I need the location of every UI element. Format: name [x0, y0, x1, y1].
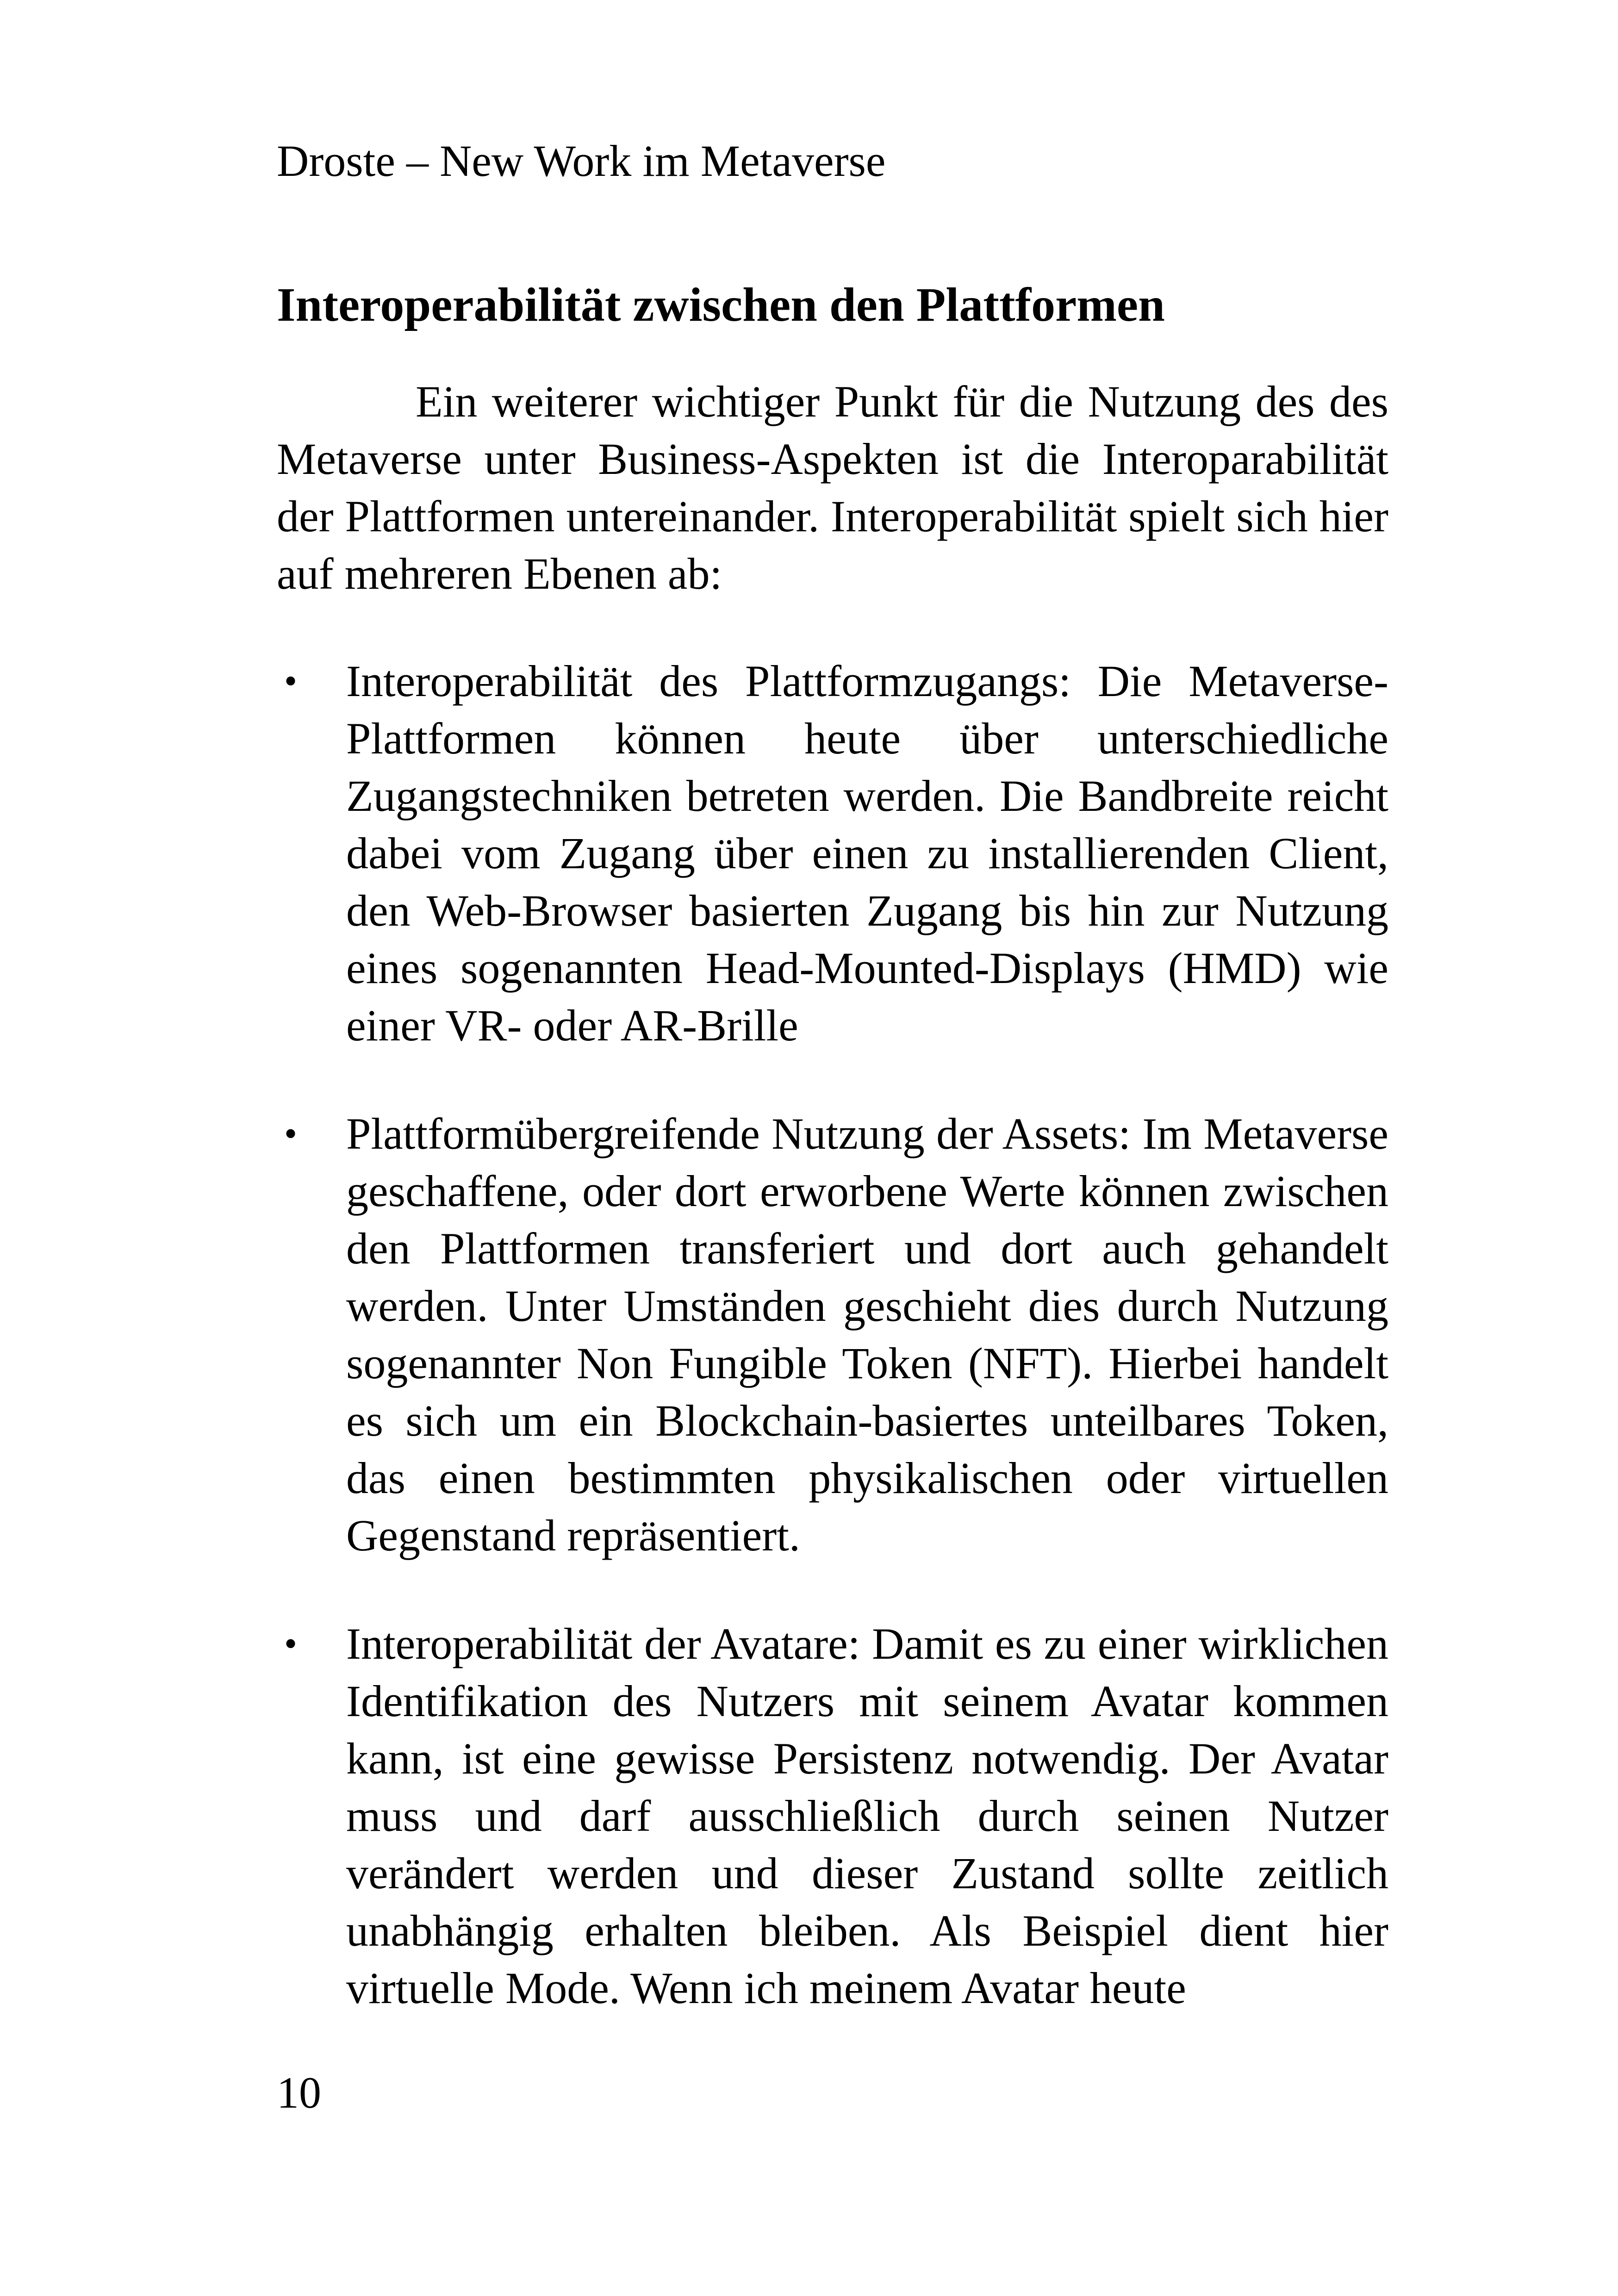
bullet-text: Interoperabilität des Plattformzugangs: Die Metaverse-Plattformen können heute über unterschiedliche Zugangstechniken betreten werden. Die Bandbreite reicht dabei vom Zugang über einen zu installierenden Client, den Web-Browser basierten Zugang bis hin zur Nutzung eines sogenannten Head-Mounted-Displays (HMD) wie einer VR- oder AR-Brille	[346, 656, 1388, 1050]
bullet-list	[277, 653, 1388, 2068]
bullet-icon: •	[284, 1624, 297, 1664]
intro-paragraph: Ein weiterer wichtiger Punkt für die Nutzung des des Metaverse unter Business-Aspekten ist die Interoparabilität der Plattformen untereinander. Interoperabilität spielt sich hier auf mehreren Ebenen ab:	[277, 377, 1388, 598]
page-number: 10	[277, 2068, 321, 2117]
bullet-item-avatars	[277, 1615, 1388, 2017]
bullet-icon: •	[284, 1114, 297, 1154]
bullet-item-assets	[277, 1105, 1388, 1564]
bullet-icon: •	[284, 661, 297, 702]
running-header: Droste – New Work im Metaverse	[277, 136, 886, 186]
bullet-text: Interoperabilität der Avatare: Damit es zu einer wirklichen Identifikation des Nutzers mit seinem Avatar kommen kann, ist eine gewisse Persistenz notwendig. Der Avatar muss und darf ausschließlich durch seinen Nutzer verändert werden und dieser Zustand sollte zeitlich unabhängig erhalten bleiben. Als Beispiel dient hier virtuelle Mode. Wenn ich meinem Avatar heute	[346, 1619, 1388, 2013]
section-heading: Interoperabilität zwischen den Plattformen	[277, 278, 1165, 331]
bullet-text: Plattformübergreifende Nutzung der Assets: Im Metaverse geschaffene, oder dort erworbene Werte können zwischen den Plattformen transferiert und dort auch gehandelt werden. Unter Umständen geschieht dies durch Nutzung sogenannter Non Fungible Token (NFT). Hierbei handelt es sich um ein Blockchain-basiertes unteilbares Token, das einen bestimmten physikalischen oder virtuellen Gegenstand repräsentiert.	[346, 1109, 1388, 1560]
bullet-item-access	[277, 653, 1388, 1054]
